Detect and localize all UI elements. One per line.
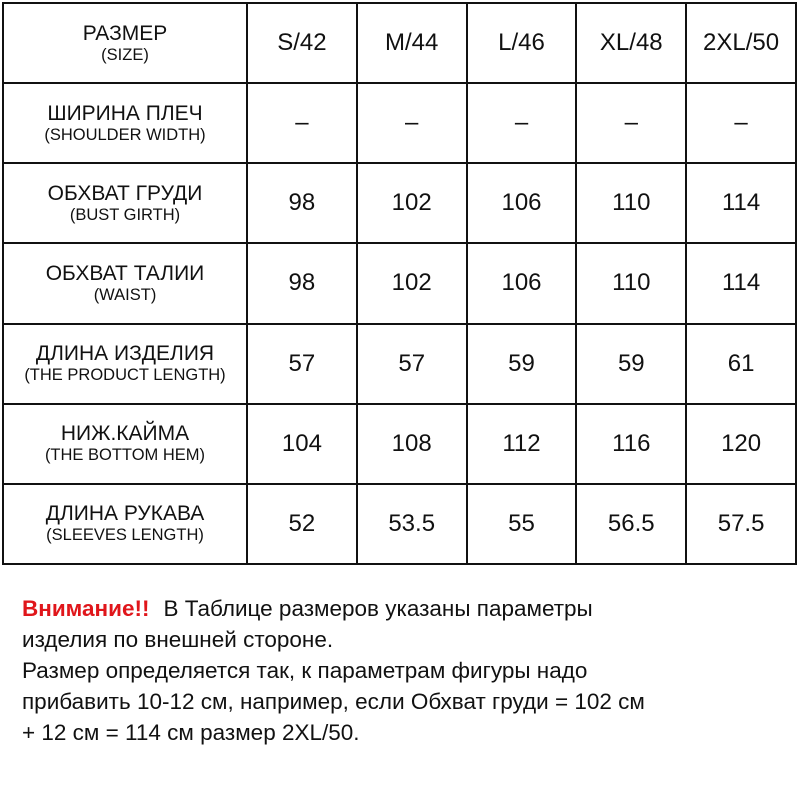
row-title: ДЛИНА ИЗДЕЛИЯ [35, 342, 215, 366]
table-cell: 108 [357, 404, 467, 484]
table-cell: – [467, 83, 577, 163]
row-title: ОБХВАТ ТАЛИИ [45, 261, 205, 285]
notice-line-1 [22, 593, 792, 624]
size-header-2xl: 2XL/50 [686, 3, 796, 83]
table-cell: 104 [247, 404, 357, 484]
row-title: ОБХВАТ ГРУДИ [47, 181, 203, 205]
row-title: НИЖ.КАЙМА [60, 422, 190, 446]
table-cell: 98 [247, 163, 357, 243]
size-table [2, 2, 797, 565]
table-cell: 59 [576, 324, 686, 404]
size-header-m: M/44 [357, 3, 467, 83]
notice-line-3: Размер определяется так, к параметрам фигуры надо [22, 658, 588, 683]
row-title: ДЛИНА РУКАВА [45, 502, 205, 526]
table-cell: – [357, 83, 467, 163]
table-cell: 59 [467, 324, 577, 404]
table-cell: 114 [686, 243, 796, 323]
row-label-cell [3, 484, 247, 564]
table-row-bottom-hem [3, 404, 796, 484]
table-cell: 55 [467, 484, 577, 564]
size-header-l: L/46 [467, 3, 577, 83]
table-cell: 110 [576, 243, 686, 323]
header-subtitle: (SIZE) [101, 45, 149, 64]
table-cell: 57 [357, 324, 467, 404]
row-subtitle: (THE PRODUCT LENGTH) [24, 366, 226, 385]
row-label-cell [3, 163, 247, 243]
row-label-cell [3, 243, 247, 323]
table-cell: 57.5 [686, 484, 796, 564]
table-cell: 116 [576, 404, 686, 484]
row-label-cell [3, 324, 247, 404]
size-notice [22, 593, 792, 748]
table-row-sleeves-length [3, 484, 796, 564]
table-cell: 56.5 [576, 484, 686, 564]
table-row-waist [3, 243, 796, 323]
table-row-product-length [3, 324, 796, 404]
row-title: ШИРИНА ПЛЕЧ [47, 101, 203, 125]
notice-line-4: прибавить 10-12 см, например, если Обхват груди = 102 см [22, 689, 645, 714]
table-cell: – [247, 83, 357, 163]
size-header-xl: XL/48 [576, 3, 686, 83]
table-cell: 102 [357, 163, 467, 243]
table-cell: – [686, 83, 796, 163]
notice-line-1-text: В Таблице размеров указаны параметры [163, 596, 593, 621]
table-cell: 53.5 [357, 484, 467, 564]
table-cell: 120 [686, 404, 796, 484]
table-cell: 112 [467, 404, 577, 484]
notice-line-5: + 12 см = 114 см размер 2XL/50. [22, 720, 360, 745]
table-cell: 61 [686, 324, 796, 404]
table-cell: – [576, 83, 686, 163]
row-subtitle: (SHOULDER WIDTH) [44, 125, 206, 144]
row-subtitle: (WAIST) [93, 285, 157, 304]
table-cell: 52 [247, 484, 357, 564]
table-header-row [3, 3, 796, 83]
row-subtitle: (BUST GIRTH) [69, 205, 181, 224]
size-header-s: S/42 [247, 3, 357, 83]
row-label-cell [3, 83, 247, 163]
table-cell: 106 [467, 243, 577, 323]
row-subtitle: (THE BOTTOM HEM) [44, 446, 206, 465]
row-label-cell [3, 404, 247, 484]
table-row-shoulder-width [3, 83, 796, 163]
table-cell: 110 [576, 163, 686, 243]
row-subtitle: (SLEEVES LENGTH) [46, 526, 204, 545]
header-title: РАЗМЕР [82, 21, 168, 45]
table-row-bust-girth [3, 163, 796, 243]
header-label-cell [3, 3, 247, 83]
table-cell: 102 [357, 243, 467, 323]
table-cell: 57 [247, 324, 357, 404]
notice-line-2: изделия по внешней стороне. [22, 627, 334, 652]
table-cell: 98 [247, 243, 357, 323]
table-cell: 106 [467, 163, 577, 243]
table-cell: 114 [686, 163, 796, 243]
warning-label: Внимание!! [22, 596, 150, 621]
